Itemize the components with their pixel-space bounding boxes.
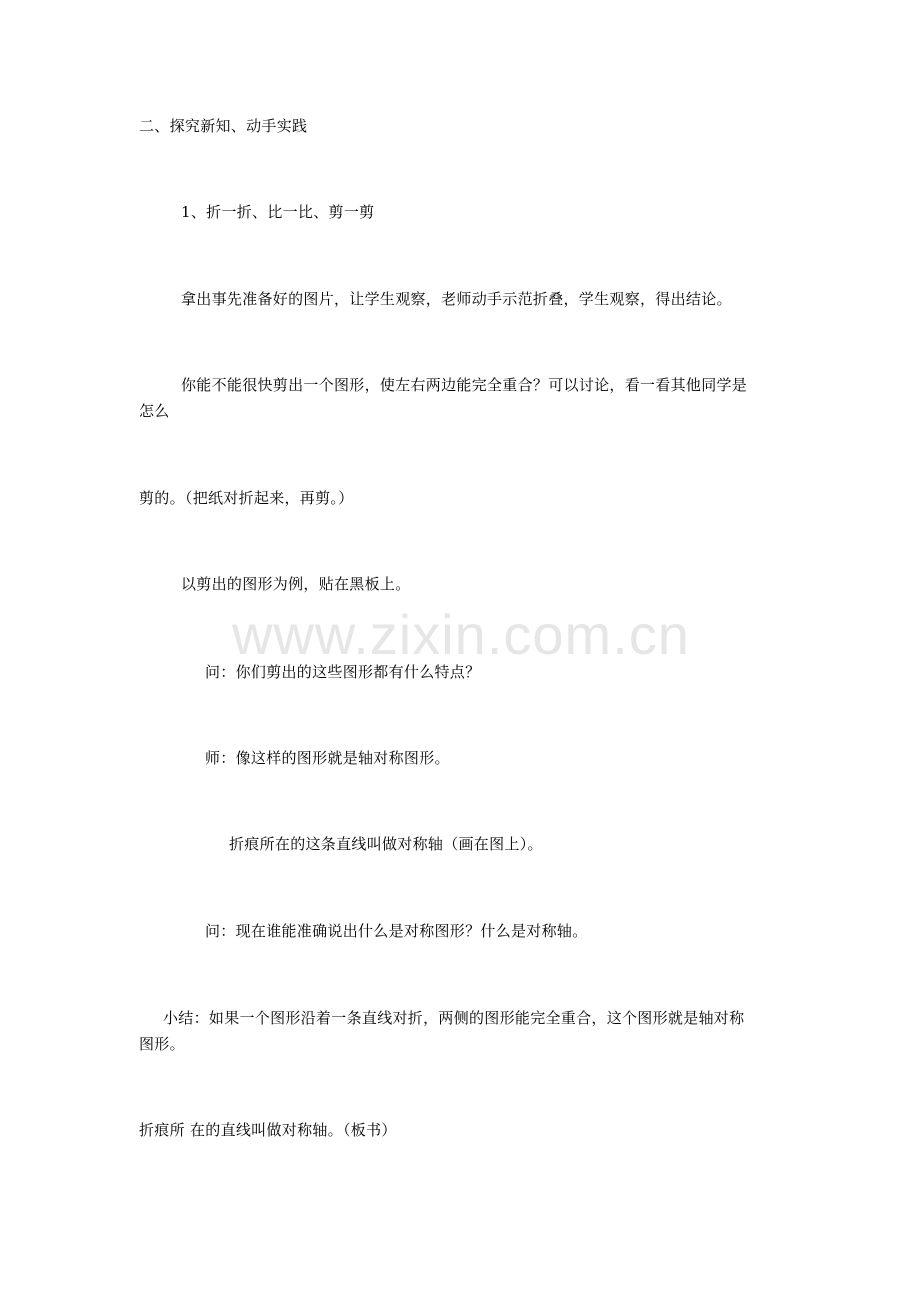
section-heading: 二、探究新知、动手实践 (139, 117, 308, 135)
question-features: 问：你们剪出的这些图形都有什么特点？ (205, 663, 481, 681)
teacher-axis-note: 折痕所在的这条直线叫做对称轴（画在图上）。 (229, 835, 543, 853)
watermark-text: www.zixin.com.cn (232, 603, 690, 666)
paragraph-intro: 拿出事先准备好的图片，让学生观察，老师动手示范折叠，学生观察，得出结论。 (181, 290, 732, 308)
summary-line1: 小结：如果一个图形沿着一条直线对折，两侧的图形能完全重合，这个图形就是轴对称 (163, 1009, 745, 1027)
paragraph-answer: 剪的。（把纸对折起来，再剪。） (139, 489, 354, 507)
question-definition: 问：现在谁能准确说出什么是对称图形？什么是对称轴。 (205, 922, 588, 940)
paragraph-question-line2: 怎么 (139, 402, 170, 420)
subsection-title: 1、折一折、比一比、剪一剪 (181, 203, 375, 221)
paragraph-example: 以剪出的图形为例，贴在黑板上。 (181, 575, 411, 593)
teacher-definition: 师：像这样的图形就是轴对称图形。 (205, 749, 450, 767)
closing-line: 折痕所 在的直线叫做对称轴。（板书） (139, 1121, 397, 1139)
summary-line2: 图形。 (139, 1035, 185, 1053)
paragraph-question-line1: 你能不能很快剪出一个图形，使左右两边能完全重合？可以讨论，看一看其他同学是 (181, 376, 748, 394)
